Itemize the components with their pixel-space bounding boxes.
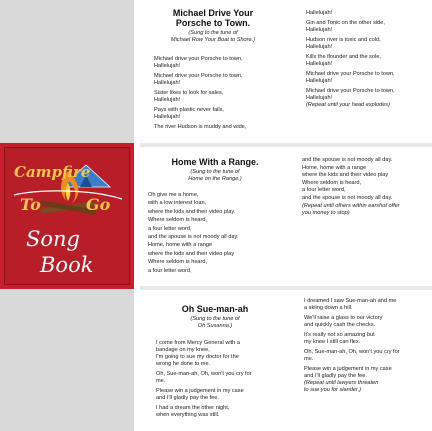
lyric-line: where the kids and their video play (302, 172, 389, 179)
song-title (140, 8, 286, 28)
lyric-line: It's really not so amazing but (304, 332, 375, 338)
repeat-note: (Repeat until others within earshot offer (302, 202, 400, 209)
lyric-line: me. (304, 356, 314, 362)
subtitle-line: (Sung to the tune of (190, 169, 240, 175)
cover-brand-to: To (20, 195, 41, 214)
top-gray-area (0, 0, 134, 143)
lyrics-right-column (306, 10, 430, 109)
lyric-line: Michael drive your Porsche to town, (154, 73, 243, 79)
subtitle-line: (Sung to the tune of (188, 30, 238, 36)
song-subtitle (140, 169, 290, 182)
lyric-line: a four letter word, (302, 187, 346, 194)
lyric-line: Please win a judgement in my case (156, 388, 244, 394)
lyric-line: Where seldom is heard, (148, 259, 208, 266)
lyric-line: Pays with plastic never fails, (154, 107, 224, 113)
lyric-line: wrong he done to me. (156, 361, 211, 367)
repeat-note: you money to stop) (302, 210, 350, 217)
subtitle-line: Home on the Range.) (188, 175, 242, 182)
songbook-cover (0, 143, 134, 289)
lyric-line: where the kids and their video play. (148, 208, 236, 215)
lyric-line: Hallelujah! (306, 27, 333, 33)
lyric-line: I'm going to sue my doctor for the (156, 354, 239, 360)
lyric-line: Oh, Sue-man-ah, Oh, won't you cry for (304, 349, 400, 355)
song-title (140, 304, 290, 314)
lyric-line: a skiing down a hill. (304, 305, 353, 311)
lyric-line: Sister likes to look for sales, (154, 90, 224, 96)
song-title-line: Home With a Range. (171, 157, 259, 167)
lyric-line: Michael drive your Porsche to town, (306, 71, 395, 77)
lyric-line: Where seldom is heard, (148, 217, 208, 224)
lyric-line: Hallelujah! (154, 80, 181, 86)
lyrics-left-column (154, 56, 284, 131)
song-subtitle (140, 30, 286, 43)
lyric-line: Hallelujah! (306, 95, 333, 101)
subtitle-line: Oh Susanna.) (197, 322, 233, 329)
lyric-line: Oh, Sue-man-ah, Oh, won't you cry for (156, 371, 252, 377)
song-panel-home-with-a-range (140, 147, 432, 286)
lyrics-left-column (148, 191, 288, 275)
lyric-line: where the kids and their video play (148, 250, 235, 257)
lyric-line: I come from Mercy General with a (156, 340, 240, 346)
lyric-line: Kills the flounder and the sole, (306, 54, 381, 60)
song-panel-michael (140, 0, 432, 143)
lyric-line: and quickly cash the checks. (304, 322, 376, 328)
lyric-line: and the spouse is not moody all day. (302, 157, 393, 163)
lyric-line: Please win a judgement in my case (304, 366, 392, 372)
lyric-line: Hallelujah! (306, 78, 333, 84)
lyric-line: Home, home with a range (302, 164, 367, 171)
repeat-note: (Repeat until your head explodes) (306, 102, 390, 108)
lyric-line: Where seldom is heard, (302, 179, 362, 186)
cover-brand-campfire: Campfire (14, 163, 91, 181)
lyrics-right-column (302, 157, 430, 218)
song-title-line: Oh Sue-man-ah (181, 304, 249, 314)
cover-title-song: Song (26, 227, 80, 251)
song-title-line: Porsche to Town. (175, 18, 251, 28)
lyric-line: Hallelujah! (154, 63, 181, 69)
lyric-line: We'll raise a glass to our victory (304, 315, 383, 321)
bottom-gray-area (0, 289, 134, 431)
lyric-line: Hallelujah! (306, 44, 333, 50)
lyric-line: I dreamed I saw Sue-man-ah and me (304, 298, 397, 304)
subtitle-line: Michael Row Your Boat to Shore.) (170, 36, 256, 43)
lyric-line: and I'll gladly pay the fee. (156, 395, 219, 401)
lyric-line: Michael drive your Porsche to town, (154, 56, 243, 62)
lyric-line: and I'll gladly pay the fee. (304, 373, 367, 379)
lyric-line: The river Hudson is muddy and wide, (154, 124, 247, 130)
lyric-line: Michael drive your Porsche to town, (306, 88, 395, 94)
lyric-line: a four letter word, (148, 225, 192, 232)
subtitle-line: (Sung to the tune of (190, 316, 240, 322)
lyrics-right-column (304, 298, 430, 394)
cover-brand-go: Go (86, 195, 111, 214)
lyric-line: Oh give me a home, (148, 192, 199, 198)
lyric-line: Hallelujah! (154, 114, 181, 120)
lyric-line: and the spouse is not moody all day. (302, 194, 393, 201)
lyric-line: Hallelujah! (154, 97, 181, 103)
lyrics-left-column (156, 340, 292, 419)
repeat-note: (Repeat until lawyers threaten (304, 380, 379, 386)
song-panel-oh-sue-man-ah (140, 290, 432, 431)
lyric-line: when everything was still. (156, 412, 220, 418)
lyric-line: Hudson river is toxic and cold, (306, 37, 381, 43)
lyric-line: I had a dream the other night, (156, 405, 230, 411)
lyric-line: Home, home with a range (148, 242, 213, 249)
song-subtitle (140, 316, 290, 329)
lyric-line: my knee I still can flex. (304, 339, 361, 345)
lyric-line: Gin and Tonic on the other side, (306, 20, 385, 26)
lyric-line: with a low interest loan, (148, 200, 207, 207)
song-title (140, 157, 290, 167)
song-title-line: Michael Drive Your (172, 8, 254, 18)
lyric-line: Hallelujah! (306, 10, 333, 16)
lyric-line: me. (156, 378, 166, 384)
lyric-line: a four letter word, (148, 267, 192, 274)
cover-title-book: Book (40, 253, 94, 277)
lyric-line: and the spouse is not moody all day. (148, 234, 239, 241)
lyric-line: bandage on my knee, (156, 347, 210, 353)
repeat-note: to sue you for slander.) (304, 387, 362, 393)
lyric-line: Hallelujah! (306, 61, 333, 67)
